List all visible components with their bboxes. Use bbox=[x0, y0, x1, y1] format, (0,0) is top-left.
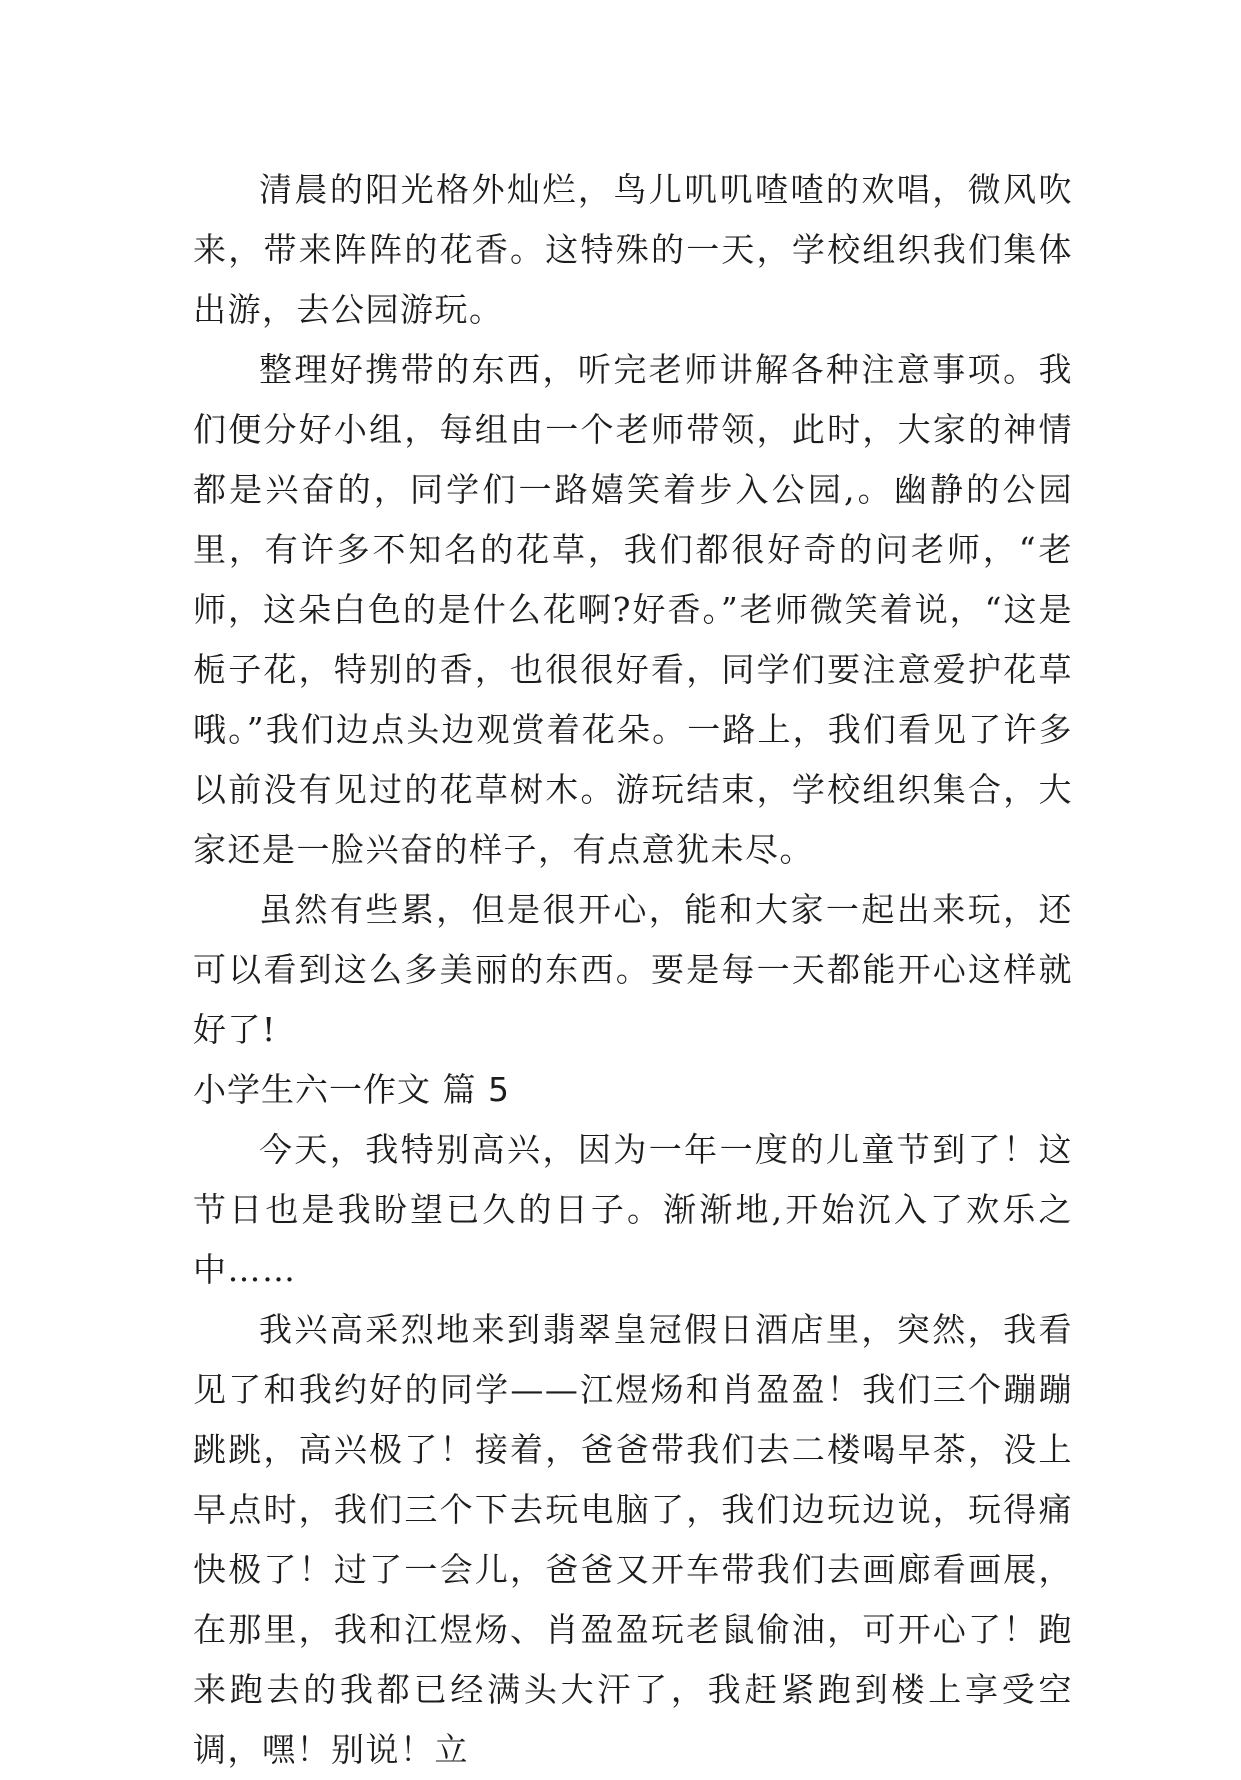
paragraph-5: 我兴高采烈地来到翡翠皇冠假日酒店里，突然，我看见了和我约好的同学——江煜炀和肖盈盈！我们三个蹦蹦跳跳，高兴极了！接着，爸爸带我们去二楼喝早茶，没上早点时，我们三个下去玩电脑了，我们边玩边说，玩得痛快极了！过了一会儿，爸爸又开车带我们去画廊看画展，在那里，我和江煜炀、肖盈盈玩老鼠偷油，可开心了！跑来跑去的我都已经满头大汗了，我赶紧跑到楼上享受空调，嘿！别说！立 bbox=[193, 1310, 1073, 1769]
section-heading: 小学生六一作文 篇 5 bbox=[193, 1070, 510, 1109]
paragraph-4: 今天，我特别高兴，因为一年一度的儿童节到了！这节日也是我盼望已久的日子。渐渐地,开始沉入了欢乐之中…… bbox=[193, 1130, 1073, 1289]
paragraph-3: 虽然有些累，但是很开心，能和大家一起出来玩，还可以看到这么多美丽的东西。要是每一天都能开心这样就好了! bbox=[193, 890, 1073, 1049]
document-body bbox=[193, 160, 1073, 1780]
paragraph-2: 整理好携带的东西，听完老师讲解各种注意事项。我们便分好小组，每组由一个老师带领，此时，大家的神情都是兴奋的，同学们一路嬉笑着步入公园,。幽静的公园里，有许多不知名的花草，我们都很好奇的问老师，“老师，这朵白色的是什么花啊?好香。”老师微笑着说，“这是栀子花，特别的香，也很很好看，同学们要注意爱护花草哦。”我们边点头边观赏着花朵。一路上，我们看见了许多以前没有见过的花草树木。游玩结束，学校组织集合，大家还是一脸兴奋的样子，有点意犹未尽。 bbox=[193, 350, 1073, 869]
paragraph-1: 清晨的阳光格外灿烂，鸟儿叽叽喳喳的欢唱，微风吹来，带来阵阵的花香。这特殊的一天，学校组织我们集体出游，去公园游玩。 bbox=[193, 170, 1073, 329]
